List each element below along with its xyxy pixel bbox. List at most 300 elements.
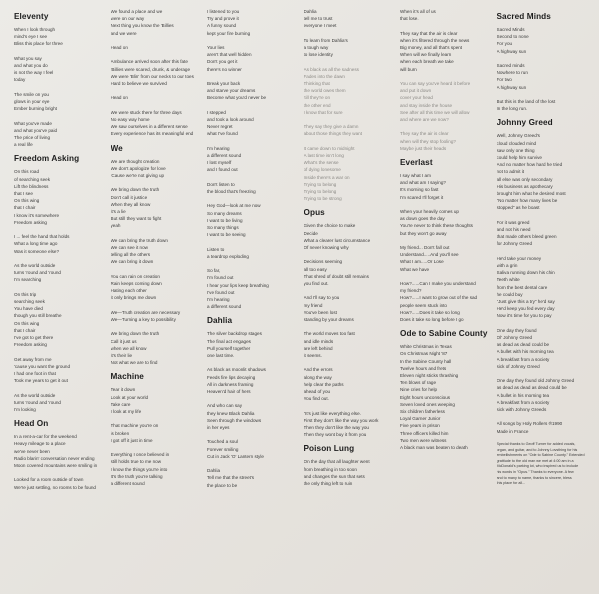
stanza-gap xyxy=(14,348,105,355)
lyric-line: When it's all of us xyxy=(400,9,436,14)
lyric-line: I look at my life xyxy=(110,409,142,415)
lyric-line: I'm looking xyxy=(14,407,36,413)
lyric-line: What a long time ago xyxy=(14,241,58,247)
song-title: Sacred Minds xyxy=(496,12,551,21)
lyric-line: mind's eye I see xyxy=(14,34,48,40)
lyric-line: Take care xyxy=(110,401,131,407)
lyric-line: Heaven'd hair of hers xyxy=(207,389,251,395)
song-title: Johnny Greed xyxy=(496,118,553,128)
lyric-line: No easy way home xyxy=(110,116,150,122)
stanza-gap xyxy=(14,48,105,55)
lyric-line: In the Sabine County hall xyxy=(400,358,452,364)
lyric-line: and what am I saying? xyxy=(400,180,446,186)
lyric-line: All in darkness framing xyxy=(207,381,254,387)
lyric-line: and what you've paid xyxy=(14,127,58,133)
lyric-line: We were stuck there for three days xyxy=(110,109,182,115)
lyric-line: Ambulance arrived soon after this fate xyxy=(110,59,188,65)
lyric-line: it's their lie xyxy=(110,353,133,358)
lyric-line: For two xyxy=(496,77,512,83)
lyric-line: Sacred Minds xyxy=(496,27,525,32)
lyric-line: We were 'Blin' from our necks to our toes xyxy=(110,73,194,79)
stanza-gap xyxy=(207,395,298,402)
lyric-line: turns 'round and 'round xyxy=(14,270,61,276)
lyric-line: Loyal Garner Junior xyxy=(400,416,441,422)
lyric-line: Lift the blindness xyxy=(14,183,49,189)
lyric-line: He'd take your money xyxy=(496,255,542,261)
lyric-line: We can bring it down xyxy=(110,259,154,265)
lyric-line: when will they stop fooling? xyxy=(400,138,456,144)
stanza-gap xyxy=(400,237,491,244)
lyric-line: when we all know xyxy=(110,345,147,351)
lyrics-column xyxy=(497,8,594,594)
lyric-line: as dead as dead as dead could be xyxy=(496,385,567,391)
lyric-line: 'cause you want the ground xyxy=(14,363,71,369)
lyric-line: and what you do xyxy=(14,63,48,68)
lyric-line: that I chair xyxy=(14,205,36,211)
lyric-line: How?......I want to grow out of the sad xyxy=(400,295,478,301)
lyric-line: The smile on you xyxy=(14,91,49,97)
lyric-line: Inside there's a war on xyxy=(303,174,350,180)
lyric-line: and not his need xyxy=(496,227,531,233)
lyric-line: It's morning so fast xyxy=(400,187,439,193)
lyric-line: Hey God—look at me now xyxy=(207,203,261,209)
lyric-line: My friend... Don't fall out xyxy=(400,245,450,251)
lyric-line: though you still breathe xyxy=(14,313,62,319)
lyric-line: it's a lie xyxy=(110,209,126,214)
credits-line: this place for all... xyxy=(496,481,526,486)
lyric-line: Given the choice to make xyxy=(303,223,356,229)
lyric-line: as down goes the day xyxy=(400,216,445,222)
credits-line: Special thanks to Geoff Turner for added vocals, xyxy=(496,442,576,447)
lyric-line: It's the truth you're talking xyxy=(110,473,163,479)
lyric-line: Become what you'd never be xyxy=(207,95,267,101)
stanza-gap xyxy=(14,84,105,91)
lyric-line: aren't that well hidden xyxy=(207,52,252,58)
lyric-line: Ember burning bright xyxy=(14,106,57,112)
song-title: Head On xyxy=(14,419,49,429)
lyric-line: Feeds fire lips decaying xyxy=(207,374,256,380)
stanza-gap xyxy=(111,37,202,44)
lyric-line: Not what we are to find xyxy=(110,360,158,366)
lyrics-column xyxy=(304,8,401,594)
lyric-line: and changes the sun that sets xyxy=(303,473,365,479)
lyric-line: That shred of doubt still remains xyxy=(303,273,369,279)
lyric-line: all else was only secondary xyxy=(496,176,553,182)
lyric-line: But still they want to fight xyxy=(110,216,162,222)
lyric-line: Maybe just their heads xyxy=(400,145,447,151)
lyric-line: is not the way I feel xyxy=(14,70,54,76)
stanza-gap xyxy=(304,359,395,366)
lyric-line: glows in your eye xyxy=(14,99,50,104)
stanza-gap xyxy=(497,320,588,327)
lyric-line: as dead as dead could be xyxy=(496,342,550,348)
lyric-line: and stay inside the house xyxy=(400,102,453,108)
lyric-line: "It's just like everything else. xyxy=(303,410,361,416)
lyric-line: Your lies xyxy=(207,45,225,50)
lyric-line: A highway sun xyxy=(496,84,527,90)
lyric-line: Listen to xyxy=(207,246,225,252)
lyric-line: Never regret xyxy=(207,124,233,130)
lyric-line: We are thought creation xyxy=(110,158,160,164)
lyric-line: Everything I once believed in xyxy=(110,452,170,458)
lyric-line: What a clearer lust circumstance xyxy=(303,237,371,243)
lyric-line: In a rent-a-car for the weekend xyxy=(14,434,77,440)
lyric-line: Don't you get it xyxy=(207,59,238,65)
lyric-line: the only thing left to ruin xyxy=(303,481,353,487)
lyric-line: you find out. xyxy=(303,281,329,287)
lyric-line: Bliss this place for three xyxy=(14,41,63,47)
stanza-gap xyxy=(304,30,395,37)
lyric-line: 'Cause we're not giving up xyxy=(110,173,165,178)
lyric-line: from the best dental care xyxy=(496,284,548,290)
lyric-line: Get away from me xyxy=(14,356,52,362)
lyrics-column xyxy=(400,8,497,594)
lyric-line: sick with Johnny Greeds xyxy=(496,407,547,413)
lyric-line: a real life xyxy=(14,142,33,148)
lyric-line: Look at your world xyxy=(110,394,149,400)
lyric-line: I know it's somewhere xyxy=(14,212,60,218)
stanza-gap xyxy=(111,51,202,58)
stanza-gap xyxy=(207,102,298,109)
lyric-line: about those things they want xyxy=(303,131,362,137)
lyric-line: First they don't like the way you work xyxy=(303,417,379,423)
lyric-line: with a grin xyxy=(496,263,518,269)
song-title: Machine xyxy=(110,372,144,382)
lyric-line: we've never been xyxy=(14,448,50,454)
song-title: Poison Lung xyxy=(303,444,355,454)
lyric-line: yeah xyxy=(110,223,121,229)
lyric-line: I'm hearing xyxy=(207,297,230,302)
stanza-gap xyxy=(207,238,298,245)
lyric-line: Then they don't like the way you xyxy=(303,425,369,431)
lyric-line: Second to none xyxy=(496,34,529,40)
lyric-line: A black man was beaten to death xyxy=(400,445,468,451)
lyric-line: I had one foot in that xyxy=(14,371,56,377)
lyric-line: Well, Johnny Greed's xyxy=(496,133,540,139)
lyric-line: Don't call it justice xyxy=(110,194,148,200)
lyric-line: could help him survive xyxy=(496,155,542,161)
lyric-line: It came down to midnight xyxy=(303,145,355,151)
lyric-line: Five years in prison xyxy=(400,423,440,429)
lyric-line: Dahlia xyxy=(303,9,317,14)
lyric-line: The world moves too fast xyxy=(303,331,355,337)
stanza-gap xyxy=(14,226,105,233)
lyric-line: Understand.....And you'll see xyxy=(400,252,459,258)
lyric-line: And no matter how hard he tried xyxy=(496,162,563,168)
song-title: Opus xyxy=(303,208,325,218)
lyric-line: Touched a soul xyxy=(207,439,238,445)
lyric-line: As black as moonlit shadows xyxy=(207,367,266,373)
lyric-line: tell me to trust xyxy=(303,16,333,22)
lyric-line: Ten blows of rage xyxy=(400,380,437,386)
lyric-line: Then they wont buy it from you xyxy=(303,432,367,438)
lyric-line: Was it someone else? xyxy=(14,248,60,254)
lyric-line: Trying to belong xyxy=(303,181,337,187)
lyric-line: Trying to belong xyxy=(303,189,337,195)
lyric-line: I'm hearing xyxy=(207,145,230,151)
lyric-line: I lost myself xyxy=(207,160,232,166)
lyric-line: everyone I meet xyxy=(303,23,337,29)
lyric-line: I got off it just in time xyxy=(110,437,153,443)
stanza-gap xyxy=(207,260,298,267)
lyric-line: searching seek xyxy=(14,299,45,305)
lyric-line: the place to be xyxy=(207,482,238,488)
stanza-gap xyxy=(111,230,202,237)
lyrics-column xyxy=(111,8,208,594)
lyric-line: One day they found xyxy=(496,327,537,333)
lyric-line: Decisions seeming xyxy=(303,259,343,265)
lyric-line: I've found out xyxy=(207,289,235,295)
lyric-line: cover your head xyxy=(400,95,433,101)
lyric-line: telling all the others xyxy=(110,252,151,258)
lyric-line: "No matter how many lives be xyxy=(496,198,558,204)
stanza-gap xyxy=(207,73,298,80)
stanza-gap xyxy=(111,266,202,273)
stanza-gap xyxy=(497,91,588,98)
lyric-line: You can say you've heard it before xyxy=(400,81,471,86)
lyric-line: I'm searching xyxy=(14,277,42,283)
lyric-line: We can see it now xyxy=(110,245,148,250)
lyric-line: I've got to get there xyxy=(14,335,54,341)
lyric-line: What we have xyxy=(400,266,430,272)
lyric-line: saw only one thing xyxy=(496,147,535,153)
stanza-gap xyxy=(497,413,588,420)
lyric-line: A breakfast from a society xyxy=(496,356,550,362)
lyric-line: Tear it down xyxy=(110,387,136,393)
lyric-line: will burn xyxy=(400,66,417,72)
lyric-line: All songs by Holy Rollers ℗1990 xyxy=(496,421,563,427)
lyric-line: I stepped xyxy=(207,109,226,115)
lyric-line: Decide xyxy=(303,230,318,236)
lyric-line: We're just settling, no rooms to be found xyxy=(14,484,96,490)
credits-line: McDonald's parking lot, who inspired us to include xyxy=(496,464,579,469)
lyric-line: Twelve hours and frets xyxy=(400,365,447,371)
stanza-gap xyxy=(304,116,395,123)
stanza-gap xyxy=(497,248,588,255)
lyric-line: Every experience has its meaningful end xyxy=(110,131,194,137)
lyric-line: 'Billies were scared, drunk, & underage xyxy=(110,66,191,72)
lyric-line: And I'll say to you xyxy=(303,295,340,301)
lyric-line: You have died xyxy=(14,306,43,312)
lyric-line: A bullet in his morning tea xyxy=(496,392,550,398)
lyric-line: that I chair xyxy=(14,327,36,333)
stanza-gap xyxy=(304,251,395,258)
lyric-line: For you xyxy=(496,41,513,47)
lyric-line: are left behind xyxy=(303,345,333,351)
lyric-line: We found a place and we xyxy=(110,9,163,14)
lyric-line: ahead of you xyxy=(303,389,331,395)
stanza-gap xyxy=(207,431,298,438)
lyric-line: And who can say xyxy=(207,403,242,409)
lyric-line: On this wing xyxy=(14,320,40,326)
lyric-line: But this is the land of the lost xyxy=(496,99,556,104)
lyric-line: So far, xyxy=(207,268,221,274)
lyric-line: Teeth white xyxy=(496,277,520,283)
lyric-line: from breathing in too soon xyxy=(303,466,357,472)
lyric-line: Now it's time for you to pay xyxy=(496,313,552,319)
lyric-line: and idle minds xyxy=(303,338,334,344)
lyric-line: So many things xyxy=(207,225,239,230)
lyric-line: the world owes them xyxy=(303,88,346,94)
lyric-line: Dahlia xyxy=(207,468,221,474)
lyric-line: it only brings me down xyxy=(110,295,157,301)
lyric-line: And the errors xyxy=(303,367,333,373)
lyric-line: For it was greed xyxy=(496,219,530,225)
stanza-gap xyxy=(207,195,298,202)
lyric-line: On this trip xyxy=(14,291,37,297)
lyric-line: today xyxy=(14,77,26,83)
lyric-line: A funny sound xyxy=(207,23,237,29)
lyric-line: Sacred minds xyxy=(496,63,525,68)
lyric-line: On Christmas Night '87 xyxy=(400,351,448,357)
lyric-line: I hear your lips keep breathing xyxy=(207,282,269,288)
lyric-line: my friend? xyxy=(400,288,422,294)
lyric-line: When I look through xyxy=(14,27,56,32)
lyric-line: Trying to be strong xyxy=(303,196,342,202)
lyric-line: Nine cries for help xyxy=(400,387,438,393)
lyric-line: We bring down the truth xyxy=(110,187,160,193)
stanza-gap xyxy=(14,112,105,119)
lyric-line: along the way xyxy=(303,374,332,380)
lyric-line: Pull yourself together xyxy=(207,345,251,351)
stanza-gap xyxy=(304,402,395,409)
lyric-line: Does it take so long before I go xyxy=(400,317,464,323)
lyric-line: for Johnny Greed xyxy=(496,241,532,247)
stanza-gap xyxy=(111,323,202,330)
lyric-line: I want to be living xyxy=(207,217,243,223)
lyric-line: Break your back xyxy=(207,81,241,86)
lyric-line: How?......Does it take so long xyxy=(400,309,460,315)
lyric-line: stopped" as he boast xyxy=(496,205,540,211)
lyric-line: and I found out xyxy=(207,167,238,173)
lyric-line: As the world outside xyxy=(14,392,56,398)
stanza-gap xyxy=(400,22,491,29)
lyric-line: Heavy mileage to a place xyxy=(14,441,66,447)
lyric-line: A bullet with his morning tea xyxy=(496,349,554,355)
stanza-gap xyxy=(111,179,202,186)
lyric-line: Fades into the dawn xyxy=(303,73,345,79)
lyric-line: Head on xyxy=(110,45,128,50)
lyric-line: the other end xyxy=(303,102,331,108)
stanza-gap xyxy=(111,102,202,109)
lyric-line: That machine you're on xyxy=(110,423,159,429)
lyric-line: Cut in Jack 'O' Lantern style xyxy=(207,453,264,459)
lyric-line: On this road xyxy=(14,169,40,175)
stanza-gap xyxy=(111,87,202,94)
stanza-gap xyxy=(207,174,298,181)
lyric-line: Two men were witness xyxy=(400,437,447,443)
lyric-line: Freedom asking xyxy=(14,219,47,225)
stanza-gap xyxy=(304,287,395,294)
lyric-line: Ol' Johnny Greed xyxy=(496,335,533,341)
lyric-line: a different sound xyxy=(207,153,242,158)
lyrics-column xyxy=(207,8,304,594)
lyric-line: I ... feel the hand that holds xyxy=(14,234,70,240)
lyric-line: I listened to you xyxy=(207,9,240,14)
lyric-line: When your heavily comes up xyxy=(400,209,459,215)
lyric-line: One day they found old Johnny Greed xyxy=(496,378,575,384)
stanza-gap xyxy=(497,55,588,62)
stanza-gap xyxy=(207,460,298,467)
stanza-gap xyxy=(14,284,105,291)
lyric-line: a tough way xyxy=(303,45,329,50)
lyric-line: A breakfast from a society xyxy=(496,399,550,405)
lyric-line: As the world outside xyxy=(14,263,56,269)
song-title: Freedom Asking xyxy=(14,154,80,164)
lyric-line: A last time isn't long xyxy=(303,153,344,158)
lyric-line: the blood that's freezing xyxy=(207,189,256,194)
lyric-line: Seven loved ones weeping xyxy=(400,401,455,407)
song-title: Eleventy xyxy=(14,12,49,21)
lyric-line: To learn from Dahlia's xyxy=(303,37,348,43)
lyric-line: brought him what he desired most xyxy=(496,191,566,197)
lyric-line: He'd keep you fed every day xyxy=(496,306,555,312)
lyric-line: We bring down the truth xyxy=(110,331,160,337)
stanza-gap xyxy=(304,58,395,65)
stanza-gap xyxy=(304,323,395,330)
lyric-line: what I've found xyxy=(207,131,238,137)
lyric-line: What I am.....Or Lose xyxy=(400,259,444,265)
song-title: Everlast xyxy=(400,158,433,168)
credits-line: his words in "Opus." Thanks to everyone. A few xyxy=(496,470,574,475)
lyric-line: Forever smiling xyxy=(207,446,239,452)
stanza-gap xyxy=(207,37,298,44)
stanza-gap xyxy=(207,359,298,366)
lyric-line: Rain keeps coming down xyxy=(110,281,162,286)
lyric-line: Took me years to get it out xyxy=(14,378,68,384)
lyric-line: Made in France xyxy=(496,428,529,434)
lyric-line: when it's filtered through the news xyxy=(400,37,470,43)
stanza-gap xyxy=(207,138,298,145)
stanza-gap xyxy=(497,435,588,442)
lyric-line: a teardrop exploding xyxy=(207,253,249,259)
lyric-line: not to admit it xyxy=(496,169,525,175)
lyric-line: We don't apologize for love xyxy=(110,165,166,171)
lyric-line: Hard to believe we survived xyxy=(110,81,167,86)
stanza-gap xyxy=(400,123,491,130)
stanza-gap xyxy=(304,138,395,145)
credits-line: embellishments on "Ode to Sabine County." Extended xyxy=(496,453,585,458)
lyric-line: Don't listen to xyxy=(207,181,235,187)
lyric-line: one last time. xyxy=(207,353,235,359)
lyric-line: that lose. xyxy=(400,16,419,22)
song-title: Dahlia xyxy=(207,316,233,326)
lyric-line: What you've made xyxy=(14,120,52,126)
lyric-line: The silver backdrop stages xyxy=(207,331,262,337)
lyric-line: Saliva running down his chin xyxy=(496,270,555,276)
lyric-line: The price of living xyxy=(14,135,51,140)
lyric-line: You find out. xyxy=(303,396,329,402)
lyric-line: I'm found out xyxy=(207,275,234,281)
lyric-line: Tell me that the street's xyxy=(207,475,255,481)
lyric-line: and put it down xyxy=(400,88,432,94)
lyric-line: Next thing you know the 'Billies xyxy=(110,23,174,29)
lyric-line: We—Truth creation are necessary xyxy=(110,309,181,315)
stanza-gap xyxy=(111,415,202,422)
lyric-line: and took a look around xyxy=(207,117,254,122)
lyric-line: Three officers killed him xyxy=(400,430,449,436)
stanza-gap xyxy=(14,255,105,262)
lyric-line: help clear the paths xyxy=(303,381,344,387)
lyric-line: he could buy xyxy=(496,291,523,297)
lyric-line: Seen through the windows xyxy=(207,417,262,423)
lyric-line: sick of Johnny Greed xyxy=(496,363,540,369)
lyric-line: Looked for a room outside of town xyxy=(14,477,84,483)
lyric-line: to lose identity xyxy=(303,52,333,58)
lyric-line: The final act engages xyxy=(207,338,251,344)
lyric-line: that made others bleed green xyxy=(496,234,557,240)
stanza-gap xyxy=(111,302,202,309)
